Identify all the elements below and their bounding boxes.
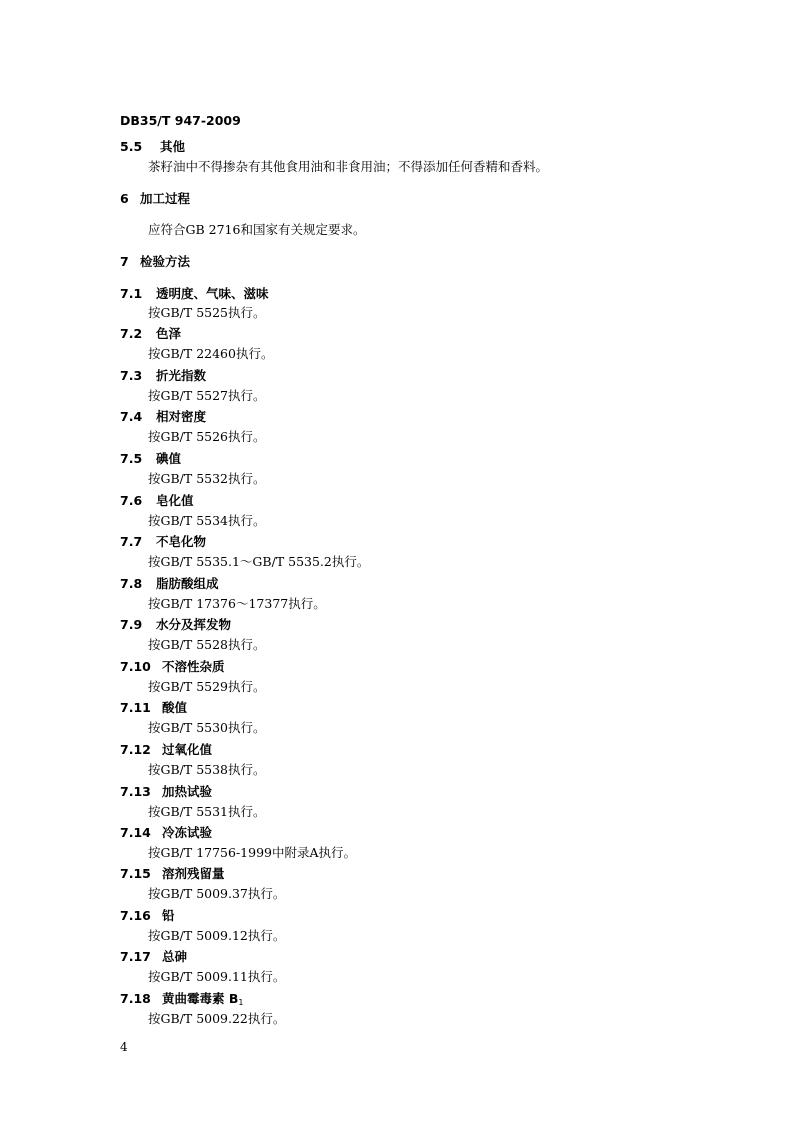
subsection-number: 7.5 <box>120 451 143 466</box>
subsection-text: 按GB/T 5009.11执行。 <box>148 969 286 984</box>
subsection-heading <box>120 451 181 467</box>
subsection-number: 7.12 <box>120 742 151 757</box>
section-title: 加工过程 <box>140 191 191 206</box>
section-heading-5-5 <box>120 139 185 155</box>
subsection-text: 按GB/T 17376～17377执行。 <box>148 596 326 611</box>
subsection-number: 7.9 <box>120 617 143 632</box>
subsection-title: 水分及挥发物 <box>156 617 232 632</box>
subsection-text: 按GB/T 5535.1～GB/T 5535.2执行。 <box>148 554 370 569</box>
subsection-number: 7.2 <box>120 326 143 341</box>
section-title: 其他 <box>160 139 186 154</box>
section-number: 5.5 <box>120 139 143 154</box>
subsection-title: 过氧化值 <box>162 742 213 757</box>
subsection-number: 7.18 <box>120 991 151 1006</box>
section-number: 6 <box>120 191 129 206</box>
subsection-number: 7.1 <box>120 286 143 301</box>
subsection-heading <box>120 368 206 384</box>
subsection-number: 7.15 <box>120 866 151 881</box>
subsection-title: 不溶性杂质 <box>162 659 225 674</box>
subsection-number: 7.3 <box>120 368 143 383</box>
subsection-number: 7.16 <box>120 908 151 923</box>
subsection-title: 不皂化物 <box>156 534 207 549</box>
subsection-text: 按GB/T 5527执行。 <box>148 388 266 403</box>
section-text-6: 应符合GB 2716和国家有关规定要求。 <box>148 222 366 237</box>
section-number: 7 <box>120 254 129 269</box>
subsection-text: 按GB/T 5528执行。 <box>148 637 266 652</box>
subsection-heading <box>120 866 225 882</box>
subsection-text: 按GB/T 5525执行。 <box>148 305 266 320</box>
subsection-heading <box>120 825 212 841</box>
subsection-text: 按GB/T 5538执行。 <box>148 762 266 777</box>
subsection-title: 折光指数 <box>156 368 207 383</box>
subsection-heading <box>120 326 181 342</box>
subsection-text: 按GB/T 5532执行。 <box>148 471 266 486</box>
subsection-number: 7.6 <box>120 493 143 508</box>
section-title: 检验方法 <box>140 254 191 269</box>
subsection-number: 7.14 <box>120 825 151 840</box>
subsection-text: 按GB/T 5529执行。 <box>148 679 266 694</box>
subsection-title: 相对密度 <box>156 409 207 424</box>
subsection-heading <box>120 784 212 800</box>
subsection-heading <box>120 534 206 550</box>
subsection-title: 溶剂残留量 <box>162 866 225 881</box>
section-text-5-5: 茶籽油中不得掺杂有其他食用油和非食用油；不得添加任何香精和香料。 <box>148 159 549 174</box>
subsection-heading <box>120 576 219 592</box>
subsection-heading <box>120 493 194 509</box>
subscript-index: 1 <box>238 998 244 1007</box>
subsection-text: 按GB/T 17756-1999中附录A执行。 <box>148 845 357 860</box>
subsection-heading <box>120 908 175 924</box>
subsection-text: 按GB/T 22460执行。 <box>148 346 274 361</box>
subsection-title: 酸值 <box>162 700 188 715</box>
subsection-text: 按GB/T 5526执行。 <box>148 429 266 444</box>
subsection-title: 皂化值 <box>156 493 194 508</box>
subsection-title: 色泽 <box>156 326 182 341</box>
subsection-heading <box>120 286 269 302</box>
subsection-title-text: 黄曲霉毒素 B <box>162 991 239 1006</box>
subsection-heading <box>120 991 243 1011</box>
subsection-text: 按GB/T 5530执行。 <box>148 720 266 735</box>
subsection-title: 加热试验 <box>162 784 213 799</box>
subsection-number: 7.4 <box>120 409 143 424</box>
subsection-title: 铅 <box>162 908 175 923</box>
subsection-number: 7.11 <box>120 700 151 715</box>
subsection-text: 按GB/T 5531执行。 <box>148 804 266 819</box>
subsection-heading <box>120 700 187 716</box>
section-heading-7 <box>120 254 190 270</box>
subsection-title: 碘值 <box>156 451 182 466</box>
section-heading-6 <box>120 191 190 207</box>
subsection-number: 7.10 <box>120 659 151 674</box>
subsection-heading <box>120 409 206 425</box>
subsection-title <box>162 991 243 1011</box>
subsection-heading <box>120 617 231 633</box>
subsection-heading <box>120 659 225 675</box>
subsection-title: 脂肪酸组成 <box>156 576 219 591</box>
subsection-number: 7.13 <box>120 784 151 799</box>
document-code: DB35/T 947-2009 <box>120 113 241 128</box>
subsection-title: 总砷 <box>162 949 188 964</box>
subsection-title: 透明度、气味、滋味 <box>156 286 269 301</box>
subsection-title: 冷冻试验 <box>162 825 213 840</box>
subsection-heading <box>120 742 212 758</box>
page-number: 4 <box>120 1040 128 1054</box>
subsection-text: 按GB/T 5009.37执行。 <box>148 886 286 901</box>
subsection-text: 按GB/T 5009.12执行。 <box>148 928 286 943</box>
subsection-number: 7.7 <box>120 534 143 549</box>
subsection-text: 按GB/T 5534执行。 <box>148 513 266 528</box>
subsection-heading <box>120 949 187 965</box>
subsection-number: 7.8 <box>120 576 143 591</box>
subsection-text: 按GB/T 5009.22执行。 <box>148 1011 286 1026</box>
subsection-number: 7.17 <box>120 949 151 964</box>
